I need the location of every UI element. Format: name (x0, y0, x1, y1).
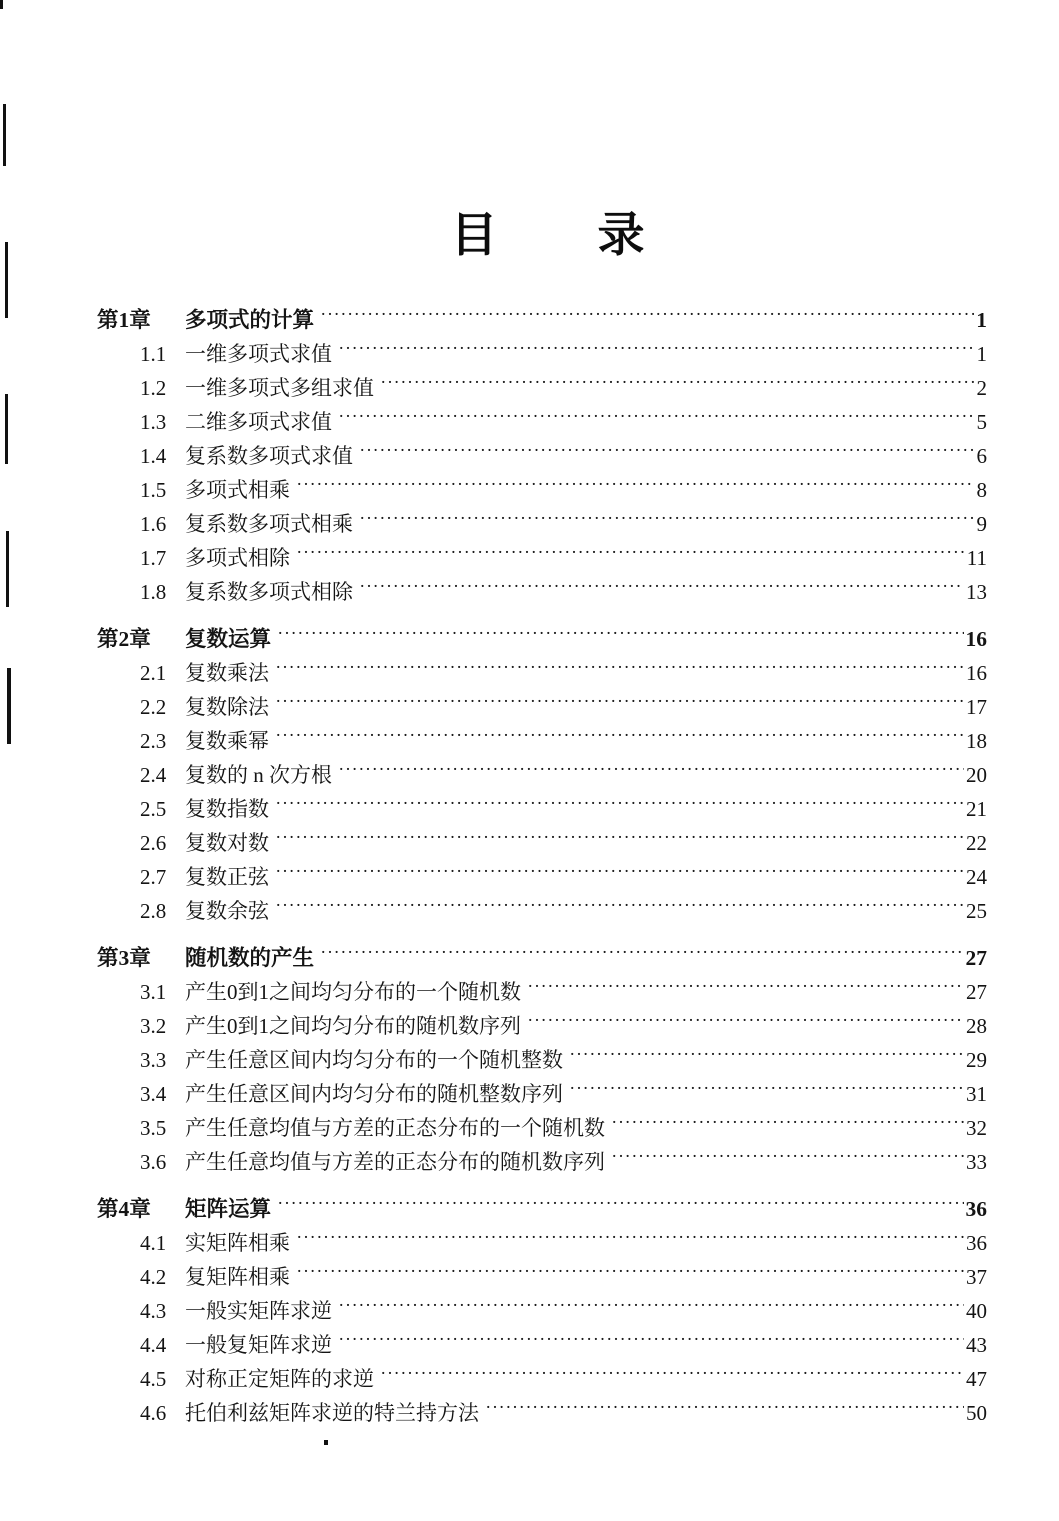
dot-leader (276, 1186, 963, 1216)
page-number: 13 (966, 580, 987, 604)
section-title: 一般实矩阵求逆 (185, 1299, 332, 1323)
section-number: 1.8 (140, 580, 167, 604)
section-title: 托伯利兹矩阵求逆的特兰持方法 (185, 1401, 479, 1425)
chapter-label: 第1章 (97, 308, 151, 332)
dot-leader (358, 433, 975, 463)
page-number: 32 (966, 1116, 987, 1140)
toc-section-row (97, 888, 987, 922)
dot-leader (295, 467, 975, 497)
toc-section-row (97, 650, 987, 684)
toc-chapter-row (97, 616, 987, 650)
page-number: 47 (966, 1367, 987, 1391)
dot-leader (526, 1003, 964, 1033)
toc-section-row (97, 535, 987, 569)
dot-leader (610, 1139, 964, 1169)
section-title: 复数正弦 (185, 865, 269, 889)
dot-leader (358, 501, 975, 531)
chapter-label: 第2章 (97, 627, 151, 651)
section-title: 多项式相除 (185, 546, 290, 570)
page-number: 20 (966, 763, 987, 787)
section-number: 2.4 (140, 763, 167, 787)
toc-section-row (97, 684, 987, 718)
page-number: 8 (976, 478, 987, 502)
section-number: 2.6 (140, 831, 167, 855)
section-number: 1.1 (140, 342, 167, 366)
section-title: 复数除法 (185, 695, 269, 719)
toc-chapter-row (97, 297, 987, 331)
scan-artifact-line (7, 668, 11, 744)
section-title: 对称正定矩阵的求逆 (185, 1367, 374, 1391)
section-title: 一般复矩阵求逆 (185, 1333, 332, 1357)
section-number: 4.6 (140, 1401, 167, 1425)
section-number: 1.7 (140, 546, 167, 570)
section-title: 二维多项式求值 (185, 410, 332, 434)
page-number: 2 (976, 376, 987, 400)
section-title: 一维多项式多组求值 (185, 376, 374, 400)
dot-leader (274, 820, 964, 850)
section-title: 产生0到1之间均匀分布的一个随机数 (185, 980, 521, 1004)
page-number: 1 (976, 308, 987, 332)
dot-leader (526, 969, 964, 999)
toc-section-row (97, 1322, 987, 1356)
dot-leader (295, 535, 965, 565)
section-number: 4.3 (140, 1299, 167, 1323)
dot-leader (337, 1322, 964, 1352)
toc-section-row (97, 365, 987, 399)
dot-leader (274, 786, 964, 816)
dot-leader (274, 684, 964, 714)
page-number: 22 (966, 831, 987, 855)
section-title: 多项式相乘 (185, 478, 290, 502)
toc-section-row (97, 1071, 987, 1105)
page-number: 16 (966, 661, 987, 685)
section-number: 1.2 (140, 376, 167, 400)
chapter-title: 随机数的产生 (185, 946, 315, 970)
section-title: 复数对数 (185, 831, 269, 855)
section-title: 产生任意区间内均匀分布的随机整数序列 (185, 1082, 563, 1106)
section-title: 复数的 n 次方根 (185, 763, 332, 787)
chapter-title: 矩阵运算 (185, 1197, 272, 1221)
section-number: 3.2 (140, 1014, 167, 1038)
page-number: 25 (966, 899, 987, 923)
toc-chapter-row (97, 935, 987, 969)
toc-section-row (97, 854, 987, 888)
section-title: 复数乘幂 (185, 729, 269, 753)
section-title: 实矩阵相乘 (185, 1231, 290, 1255)
toc-section-row (97, 1356, 987, 1390)
section-title: 复系数多项式求值 (185, 444, 353, 468)
page-number: 36 (966, 1231, 987, 1255)
page-title: 目 录 (450, 210, 647, 262)
page-number: 1 (976, 342, 987, 366)
section-number: 3.1 (140, 980, 167, 1004)
section-title: 复系数多项式相除 (185, 580, 353, 604)
dot-leader (484, 1390, 964, 1420)
page-number: 31 (966, 1082, 987, 1106)
section-title: 一维多项式求值 (185, 342, 332, 366)
section-title: 产生任意均值与方差的正态分布的一个随机数 (185, 1116, 605, 1140)
section-title: 复系数多项式相乘 (185, 512, 353, 536)
section-number: 3.5 (140, 1116, 167, 1140)
chapter-label: 第3章 (97, 946, 151, 970)
toc-section-row (97, 467, 987, 501)
page-number: 40 (966, 1299, 987, 1323)
section-number: 4.1 (140, 1231, 167, 1255)
chapter-title: 复数运算 (185, 627, 272, 651)
toc-section-row (97, 752, 987, 786)
toc-section-row (97, 718, 987, 752)
section-number: 2.1 (140, 661, 167, 685)
page-number: 21 (966, 797, 987, 821)
section-title: 复矩阵相乘 (185, 1265, 290, 1289)
dot-leader (568, 1037, 964, 1067)
section-title: 产生任意均值与方差的正态分布的随机数序列 (185, 1150, 605, 1174)
toc-section-row (97, 1037, 987, 1071)
scan-artifact-line (5, 394, 8, 464)
dot-leader (319, 935, 963, 965)
dot-leader (274, 650, 964, 680)
dot-leader (274, 718, 964, 748)
page-number: 36 (965, 1197, 987, 1221)
dot-leader (610, 1105, 964, 1135)
toc-section-row (97, 969, 987, 1003)
page-number: 33 (966, 1150, 987, 1174)
toc-section-row (97, 569, 987, 603)
dot-leader (274, 854, 964, 884)
section-title: 复数乘法 (185, 661, 269, 685)
dot-leader (276, 616, 963, 646)
dot-leader (319, 297, 974, 327)
section-number: 3.6 (140, 1150, 167, 1174)
section-number: 4.4 (140, 1333, 167, 1357)
dot-leader (337, 1288, 964, 1318)
page-number: 43 (966, 1333, 987, 1357)
page-number: 28 (966, 1014, 987, 1038)
section-number: 1.6 (140, 512, 167, 536)
section-number: 2.5 (140, 797, 167, 821)
section-number: 1.4 (140, 444, 167, 468)
section-number: 4.2 (140, 1265, 167, 1289)
dot-leader (358, 569, 964, 599)
toc-section-row (97, 1105, 987, 1139)
dot-leader (337, 752, 964, 782)
scan-artifact-line (6, 531, 9, 607)
toc-section-row (97, 1390, 987, 1424)
toc-section-row (97, 1254, 987, 1288)
dot-leader (379, 1356, 964, 1386)
section-number: 1.3 (140, 410, 167, 434)
section-title: 产生任意区间内均匀分布的一个随机整数 (185, 1048, 563, 1072)
toc-section-row (97, 331, 987, 365)
toc-section-row (97, 1139, 987, 1173)
page-number: 27 (966, 980, 987, 1004)
scan-artifact-line (3, 104, 6, 166)
toc-section-row (97, 433, 987, 467)
section-title: 复数余弦 (185, 899, 269, 923)
dot-leader (379, 365, 975, 395)
toc-section-row (97, 820, 987, 854)
page-number: 9 (976, 512, 987, 536)
page-number: 6 (976, 444, 987, 468)
toc-section-row (97, 1003, 987, 1037)
toc-section-row (97, 1288, 987, 1322)
dot-leader (337, 399, 975, 429)
section-number: 3.3 (140, 1048, 167, 1072)
page-number: 27 (965, 946, 987, 970)
toc-section-row (97, 501, 987, 535)
toc-section-row (97, 399, 987, 433)
page-number: 5 (976, 410, 987, 434)
section-number: 2.8 (140, 899, 167, 923)
page-number: 18 (966, 729, 987, 753)
toc-chapter-row (97, 1186, 987, 1220)
section-number: 3.4 (140, 1082, 167, 1106)
dot-leader (295, 1220, 964, 1250)
section-title: 产生0到1之间均匀分布的随机数序列 (185, 1014, 521, 1038)
page-number: 17 (966, 695, 987, 719)
section-number: 2.7 (140, 865, 167, 889)
dot-leader (295, 1254, 964, 1284)
scan-artifact-speck (324, 1440, 328, 1445)
dot-leader (568, 1071, 964, 1101)
dot-leader (274, 888, 964, 918)
chapter-label: 第4章 (97, 1197, 151, 1221)
chapter-title: 多项式的计算 (185, 308, 315, 332)
scan-artifact-corner-tick (0, 0, 3, 9)
dot-leader (337, 331, 975, 361)
section-number: 2.3 (140, 729, 167, 753)
page-number: 11 (966, 546, 987, 570)
toc-section-row (97, 1220, 987, 1254)
page-number: 29 (966, 1048, 987, 1072)
section-title: 复数指数 (185, 797, 269, 821)
section-number: 2.2 (140, 695, 167, 719)
page-number: 50 (966, 1401, 987, 1425)
section-number: 1.5 (140, 478, 167, 502)
toc-list (97, 297, 987, 1424)
page-number: 16 (965, 627, 987, 651)
section-number: 4.5 (140, 1367, 167, 1391)
page-number: 24 (966, 865, 987, 889)
toc-section-row (97, 786, 987, 820)
page-number: 37 (966, 1265, 987, 1289)
